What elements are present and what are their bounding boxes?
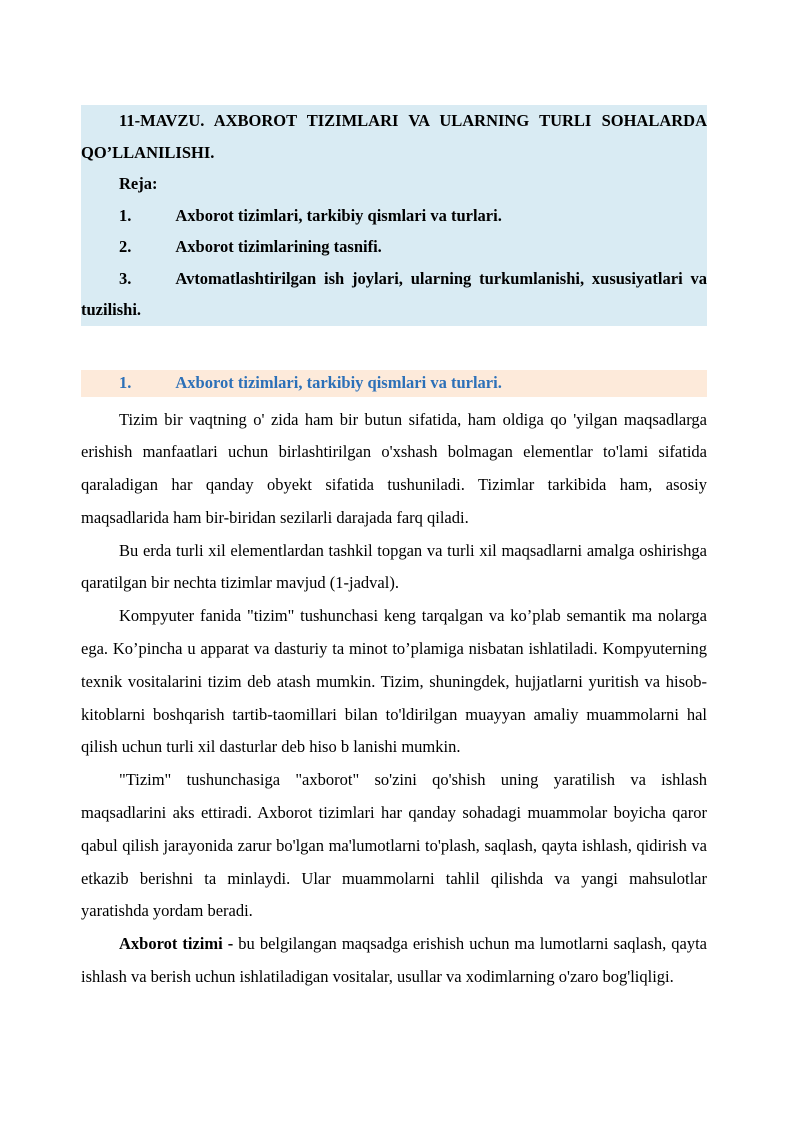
- topic-header-block: [81, 105, 707, 326]
- reja-label: Reja:: [119, 174, 158, 193]
- plan-item-number: 2.: [119, 237, 132, 256]
- plan-item-1: [81, 200, 707, 232]
- paragraph-4: "Tizim" tushunchasiga "axborot" so'zini qo'shish uning yaratilish va ishlash maqsadlarini aks ettiradi. Axborot tizimlari har qanday sohadagi muammolar boyicha qaror qabul qilish jarayonida zarur bo'lgan ma'lumotlarni to'plash, saqlash, qayta ishlash, qidirish va etkazib berishni ta minlaydi. Ular muammolarni tahlil qilishda va yangi mahsulotlar yaratishda yordam beradi.: [81, 770, 707, 921]
- plan-item-text: Axborot tizimlarining tasnifi.: [175, 237, 382, 256]
- body-text: [81, 404, 707, 994]
- section-heading-number: 1.: [119, 372, 132, 392]
- plan-item-number: 3.: [119, 268, 132, 288]
- paragraph-3: Kompyuter fanida "tizim" tushunchasi keng tarqalgan va ko’plab semantik ma nolarga ega. Ko’pincha u apparat va dasturiy ta minot to’plamiga nisbatan ishlatiladi. Kompyuterning texnik vositalarini tizim deb atash mumkin. Tizim, shuningdek, hujjatlarni yuritish va hisob-kitoblarni boshqarish tartib-taomillari bilan to'ldirilgan muayyan amaliy muammolarni hal qilish uchun turli xil dasturlar deb hiso b lanishi mumkin.: [81, 606, 707, 757]
- doc-title: 11-MAVZU. AXBOROT TIZIMLARI VA ULARNING TURLI SOHALARDA QO’LLANILISHI.: [81, 111, 707, 162]
- paragraph-2: Bu erda turli xil elementlardan tashkil topgan va turli xil maqsadlarni amalga oshirishga qaratilgan bir nechta tizimlar mavjud (1-jadval).: [81, 540, 707, 593]
- paragraph-1: Tizim bir vaqtning o' zida ham bir butun sifatida, ham oldiga qo 'yilgan maqsadlarga erishish manfaatlari uchun birlashtirilgan o'xshash bolmagan elementlar to'lami sifatida qaraladigan har qanday obyekt sifatida tushuniladi. Tizimlar tarkibida ham, asosiy maqsadlarida ham bir-biridan sezilarli darajada farq qiladi.: [81, 409, 707, 527]
- plan-item-text: Axborot tizimlari, tarkibiy qismlari va turlari.: [175, 205, 502, 225]
- plan-item-text: Avtomatlashtirilgan ish joylari, ularning turkumlanishi, xususiyatlari va tuzilishi.: [81, 268, 707, 319]
- paragraph-rest: bu belgilangan maqsadga erishish uchun ma lumotlarni saqlash, qayta ishlash va berish uchun ishlatiladigan vositalar, usullar va xodimlarning o'zaro bog'liqligi.: [81, 934, 707, 987]
- section-heading-text: Axborot tizimlari, tarkibiy qismlari va turlari.: [175, 372, 502, 392]
- paragraph-5: [81, 928, 707, 994]
- paragraph-lead-bold: Axborot tizimi -: [119, 934, 239, 954]
- plan-item-3: [81, 263, 707, 326]
- plan-item-2: [81, 231, 707, 263]
- section-heading: [81, 370, 707, 397]
- plan-item-number: 1.: [119, 205, 132, 225]
